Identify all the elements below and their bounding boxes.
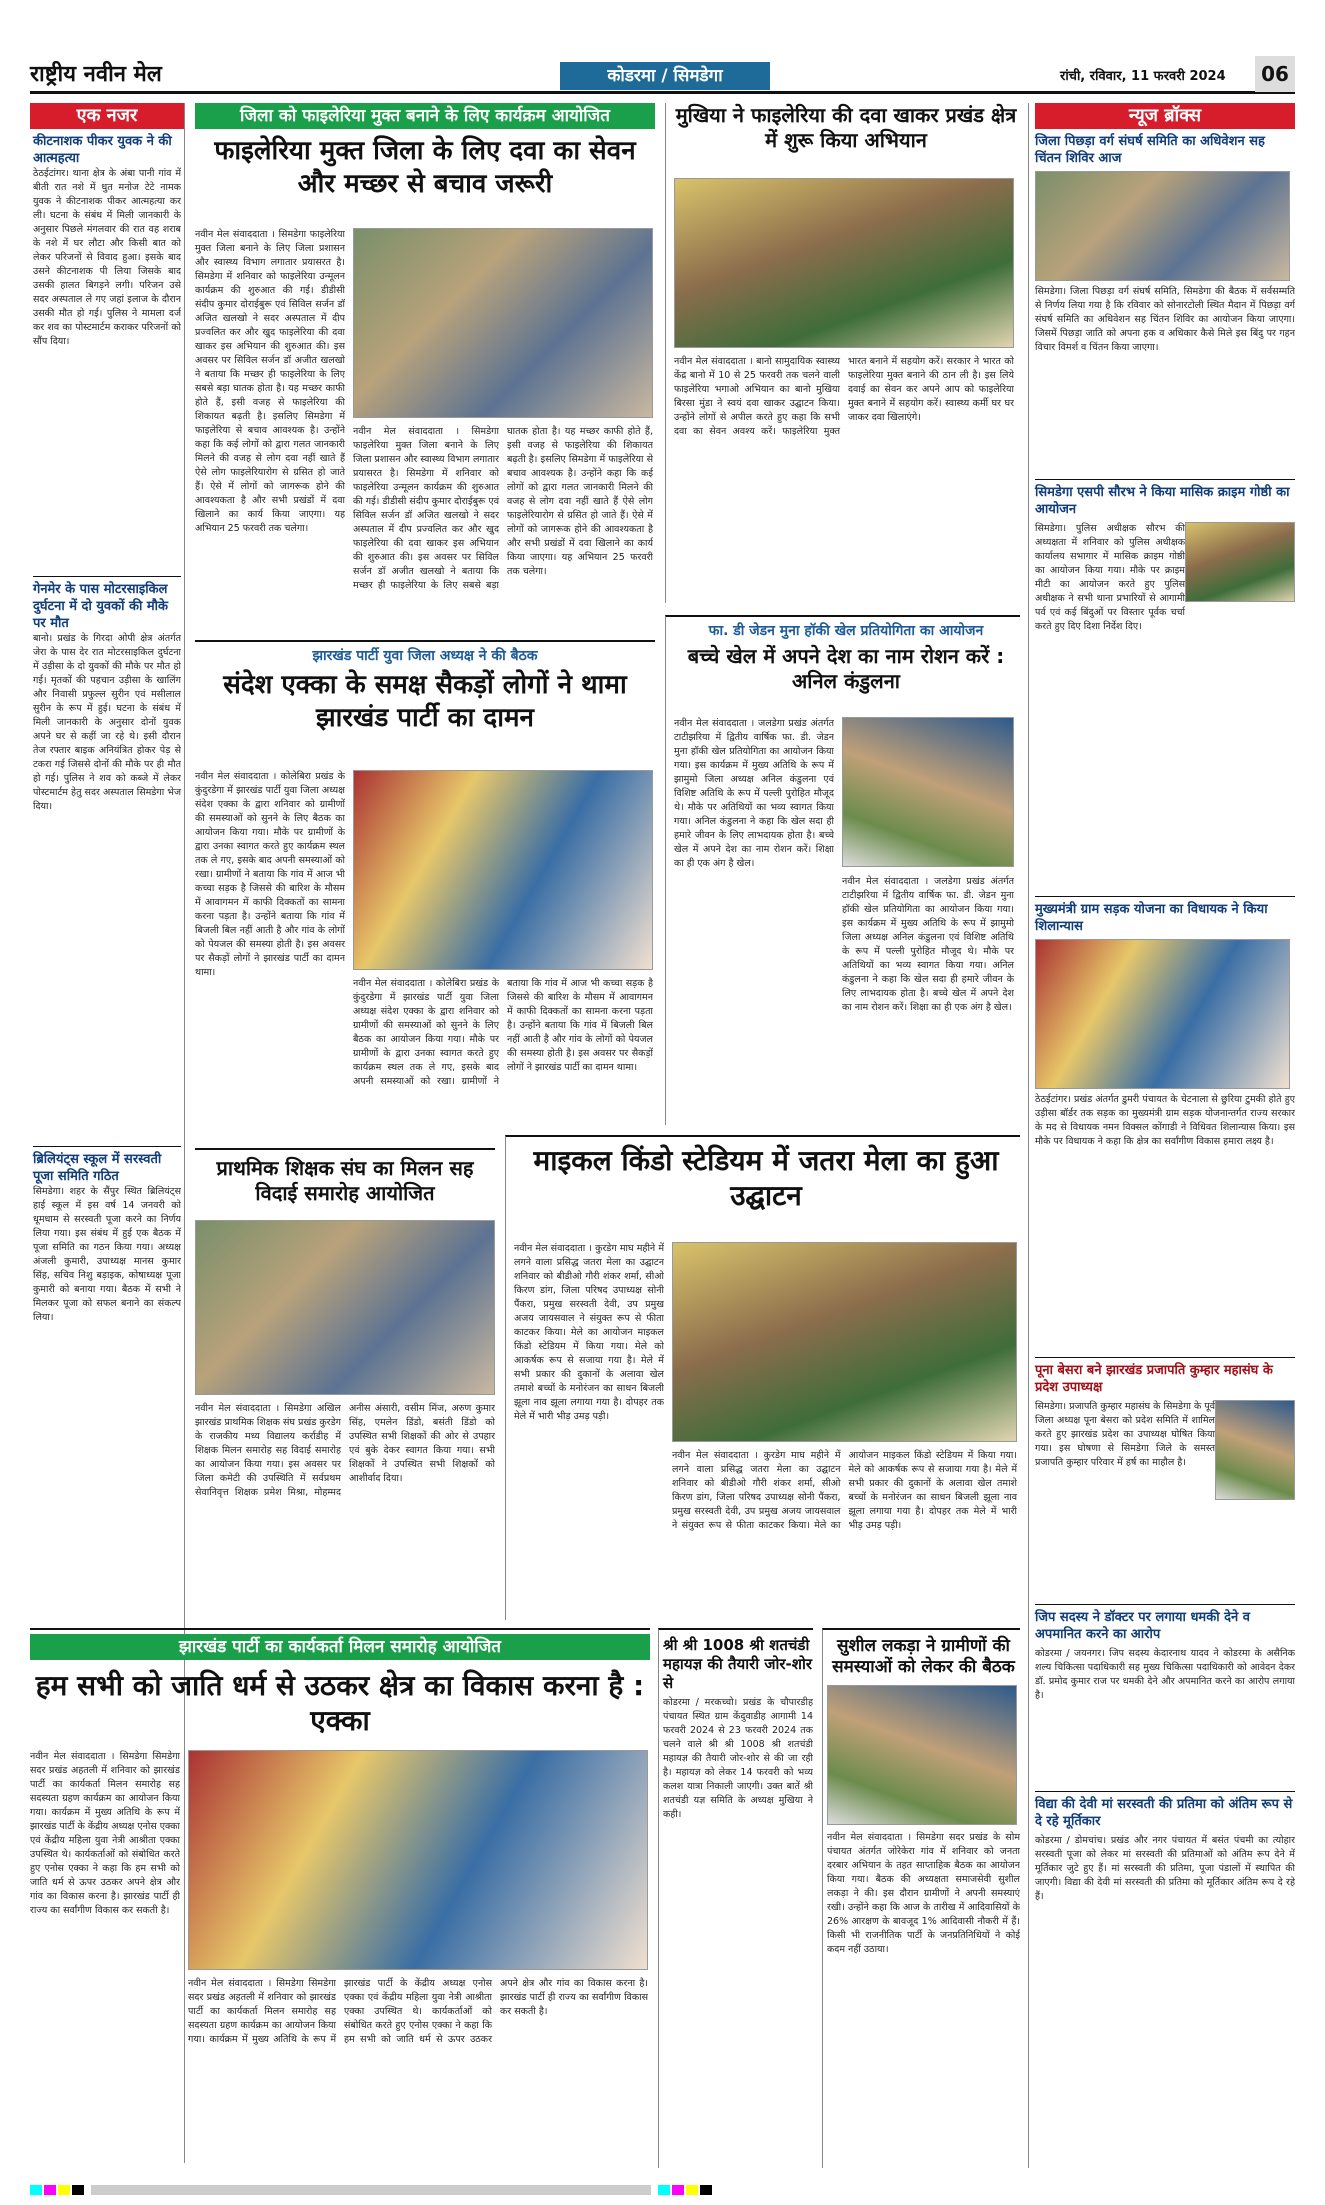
- right-item-body: सिमडेगा। प्रजापति कुम्हार महासंघ के सिमडेगा के पूर्व जिला अध्यक्ष पूना बेसरा को प्रदेश समिति में शामिल करते हुए झारखंड प्रदेश का उपाध्यक्ष घोषित किया गया। इस घोषणा से सिमडेगा जिले के समस्त प्रजापति कुम्हार परिवार में हर्ष का माहौल है।: [1035, 1401, 1215, 1468]
- story-photo: [195, 1220, 495, 1395]
- story-headline: सुशील लकड़ा ने ग्रामीणों की समस्याओं को लेकर की बैठक: [832, 1636, 1015, 1678]
- left-item-head: कीटनाशक पीकर युवक ने की आत्महत्या: [33, 134, 172, 166]
- right-item-head: विद्या की देवी मां सरस्वती की प्रतिमा को अंतिम रूप से दे रहे मूर्तिकार: [1035, 1797, 1293, 1829]
- story-photo: [842, 717, 1014, 867]
- right-item-head: पूना बेसरा बने झारखंड प्रजापति कुम्हार महासंघ के प्रदेश उपाध्यक्ष: [1035, 1363, 1273, 1395]
- story-strip: झारखंड पार्टी का कार्यकर्ता मिलन समारोह आयोजित: [30, 1634, 650, 1660]
- story-filaria-district: [195, 103, 655, 633]
- story-body-cont: नवीन मेल संवाददाता । कुरडेग माघ महीने में लगने वाला प्रसिद्ध जतरा मेला का उद्घाटन शनिवार को बीडीओ गौरी शंकर शर्मा, सीओ किरण डांग, जिला परिषद उपाध्यक्ष सोनी पैंकरा, प्रमुख सरस्वती देवी, उप प्रमुख अजय जायसवाल ने संयुक्त रूप से फीता काटकर किया। मेले का आयोजन माइकल किंडो स्टेडियम में किया गया। मेले को आकर्षक रूप से सजाया गया है। मेले में सभी प्रकार की दुकानों के अलावा खेल तमाशे बच्चों के मनोरंजन का साधन बिजली झूला नाव झूला लगाया गया है। दोपहर तक मेले में भारी भीड़ उमड़ पड़ी।: [672, 1450, 1017, 1531]
- story-photo: [188, 1750, 648, 1970]
- story-kicker: फा. डी जेडन मुना हॉकी खेल प्रतियोगिता का आयोजन: [708, 623, 984, 639]
- right-item-head: सिमडेगा एसपी सौरभ ने किया मासिक क्राइम गोष्ठी का आयोजन: [1035, 485, 1290, 517]
- right-item-photo: [1185, 522, 1295, 602]
- story-mukhiya-filaria: [665, 103, 1020, 603]
- story-headline: माइकल किंडो स्टेडियम में जतरा मेला का हुआ उद्घाटन: [533, 1144, 999, 1212]
- story-teachers-meet: [195, 1148, 495, 1618]
- story-body: कोडरमा / मरकच्चो। प्रखंड के चौपारडीह पंचायत स्थित ग्राम केंदुवाडीह आगामी 14 फरवरी 2024 से 23 फरवरी 2024 तक चलने वाले श्री श्री 1008 श्री शतचंडी महायज्ञ की तैयारी जोर-शोर से की जा रही है। महायज्ञ को लेकर 14 फरवरी को भव्य कलश यात्रा निकाली जाएगी। उक्त बातें श्री शतचंडी यज्ञ समिति के अध्यक्ष मुखिया ने कही।: [663, 1697, 813, 1821]
- right-item-body: कोडरमा / जयनगर। जिप सदस्य केदारनाथ यादव ने कोडरमा के असैनिक शल्य चिकित्सा पदाधिकारी सह मुख्य चिकित्सा पदाधिकारी को आवेदन देकर डॉ. प्रमोद कुमार राज पर धमकी देने और अपमानित करने का आरोप लगाया है।: [1035, 1648, 1295, 1701]
- story-jharkhand-party-join: [195, 640, 655, 1140]
- left-item-head: ब्रिलियंट्स स्कूल में सरस्वती पूजा समिति गठित: [33, 1152, 162, 1184]
- right-item-photo: [1035, 939, 1290, 1089]
- right-item-head: जिप सदस्य ने डॉक्टर पर लगाया धमकी देने व अपमानित करने का आरोप: [1035, 1610, 1250, 1642]
- story-body-cont: नवीन मेल संवाददाता । जलडेगा प्रखंड अंतर्गत टाटीझरिया में द्वितीय वार्षिक फा. डी. जेडन मुना हॉकी खेल प्रतियोगिता का आयोजन किया गया। इस कार्यक्रम में मुख्य अतिथि के रूप में झामुमो जिला अध्यक्ष अनिल कंडुलना एवं विशिष्ट अतिथि के रूप में पल्ली पुरोहित मौजूद थे। मौके पर अतिथियों का भव्य स्वागत किया गया। अनिल कंडुलना ने कहा कि खेल सदा ही हमारे जीवन के लिए लाभदायक होता है। बच्चे खेल में अपने देश का नाम रोशन करें। शिक्षा का ही एक अंग है खेल।: [842, 876, 1014, 1013]
- right-item-head: जिला पिछड़ा वर्ग संघर्ष समिति का अधिवेशन सह चिंतन शिविर आज: [1035, 134, 1265, 166]
- story-yagya: [658, 1628, 813, 2168]
- story-body: नवीन मेल संवाददाता । कोलेबिरा प्रखंड के कुंदुरडेगा में झारखंड पार्टी युवा जिला अध्यक्ष संदेश एक्का के द्वारा शनिवार को ग्रामीणों की समस्याओं को सुनने के लिए बैठक का आयोजन किया गया। मौके पर ग्रामीणों के द्वारा उनका स्वागत करते हुए कार्यक्रम स्थल तक ले गए, इसके बाद अपनी समस्याओं को रखा। ग्रामीणों ने बताया कि गांव में आज भी कच्चा सड़क है जिससे की बारिश के मौसम में आवागमन में काफी दिक्कतों का सामना करना पड़ता है। उन्होंने बताया कि गांव में बिजली बिल नहीं आती है और गांव के लोगों को पेयजल की समस्या होती है। इस अवसर पर सैकड़ों लोगों ने झारखंड पार्टी का दामन थामा।: [195, 771, 345, 978]
- story-body: नवीन मेल संवाददाता । सिमडेगा सिमडेगा सदर प्रखंड अहतली में शनिवार को झारखंड पार्टी का कार्यकर्ता मिलन समारोह सह सदस्यता ग्रहण कार्यक्रम का आयोजन किया गया। कार्यक्रम में मुख्य अतिथि के रूप में झारखंड पार्टी के केंद्रीय अध्यक्ष एनोस एक्का एवं केंद्रीय महिला युवा नेत्री आश्रीता एक्का उपस्थित थे। कार्यकर्ताओं को संबोधित करते हुए एनोस एक्का ने कहा कि हम सभी को जाति धर्म से ऊपर उठकर अपने क्षेत्र और गांव का विकास करना है। झारखंड पार्टी ही राज्य का सर्वांगीण विकास कर सकती है।: [30, 1751, 180, 1916]
- story-jatra-mela: [505, 1135, 1020, 1620]
- right-item-body: सिमडेगा। पुलिस अधीक्षक सौरभ की अध्यक्षता में शनिवार को पुलिस अधीक्षक कार्यालय सभागार में मासिक क्राइम गोष्ठी का आयोजन किया गया। मौके पर क्राइम मीटी का आयोजन करते हुए पुलिस अधीक्षक ने सभी थाना प्रभारियों से आगामी पर्व एवं कई बिंदुओं पर विस्तार पूर्वक चर्चा करते हुए दिए दिशा निर्देश दिए।: [1035, 523, 1185, 632]
- dateline: रांची, रविवार, 11 फरवरी 2024: [1060, 69, 1226, 84]
- story-hockey: [665, 615, 1020, 1125]
- right-item-body: सिमडेगा। जिला पिछड़ा वर्ग संघर्ष समिति, सिमडेगा की बैठक में सर्वसम्मति से निर्णय लिया गया है कि रविवार को सोनारटोली स्थित मैदान में पिछड़ा वर्ग संघर्ष समिति का अधिवेशन सह चिंतन शिविर का आयोजन किया जाएगा। जिसमें पिछड़ा जाति को अपना हक व अधिकार कैसे मिले इस बिंदु पर गहन विचार विमर्श व चिंतन किया जाएगा।: [1035, 286, 1295, 353]
- story-body: नवीन मेल संवाददाता । कुरडेग माघ महीने में लगने वाला प्रसिद्ध जतरा मेला का उद्घाटन शनिवार को बीडीओ गौरी शंकर शर्मा, सीओ किरण डांग, जिला परिषद उपाध्यक्ष सोनी पैंकरा, प्रमुख सरस्वती देवी, उप प्रमुख अजय जायसवाल ने संयुक्त रूप से फीता काटकर किया। मेले का आयोजन माइकल किंडो स्टेडियम में किया गया। मेले को आकर्षक रूप से सजाया गया है। मेले में सभी प्रकार की दुकानों के अलावा खेल तमाशे बच्चों के मनोरंजन का साधन बिजली झूला नाव झूला लगाया गया है। दोपहर तक मेले में भारी भीड़ उमड़ पड़ी।: [514, 1243, 664, 1422]
- story-body: नवीन मेल संवाददाता । सिमडेगा सदर प्रखंड के सोम पंचायत अंतर्गत जोरेकेरा गांव में शनिवार को जनता दरबार अभियान के तहत साप्ताहिक बैठक का आयोजन किया गया। बैठक की अध्यक्षता समाजसेवी सुशील लकड़ा ने की। इस दौरान ग्रामीणों ने अपनी समस्याएं रखी। उन्होंने कहा कि आज के तारीख में आदिवासियों के 26% आरक्षण के बावजूद 1% आदिवासी नौकरी में हैं। किसी भी राजनीतिक पार्टी के जनप्रतिनिधियों ने कोई कदम नहीं उठाया।: [827, 1831, 1020, 1955]
- right-column: [1028, 103, 1295, 2168]
- story-headline: मुखिया ने फाइलेरिया की दवा खाकर प्रखंड क्षेत्र में शुरू किया अभियान: [675, 103, 1017, 152]
- story-body: नवीन मेल संवाददाता । सिमडेगा फाइलेरिया मुक्त जिला बनाने के लिए जिला प्रशासन और स्वास्थ्य विभाग लगातार प्रयासरत है। सिमडेगा में शनिवार को फाइलेरिया उन्मूलन कार्यक्रम की शुरुआत की गई। डीडीसी संदीप कुमार दोराईबुरू एवं सिविल सर्जन डॉ अजित खलखो ने सदर अस्पताल में दीप प्रज्वलित कर और खुद फाइलेरिया की दवा खाकर इस अभियान की शुरुआत की। इस अवसर पर सिविल सर्जन डॉ अजीत खलखो ने बताया कि मच्छर ही फाइलेरिया के लिए सबसे बड़ा घातक होता है। यह मच्छर काफी होते हैं, इसी वजह से फाइलेरिया की शिकायत बढ़ती है। इसलिए सिमडेगा में फाइलेरिया से बचाव आवश्यक है। उन्होंने कहा कि कई लोगों को द्वारा गलत जानकारी मिलने की वजह से लोग दवा नहीं खाते हैं ऐसे लोग फाइलेरियारोग से ग्रसित हो जाते हैं। ऐसे में लोगों को जागरूक होने की आवश्यकता है और सभी प्रखंडों में दवा खिलाने का कार्य किया जाएगा। यह अभियान 25 फरवरी तक चलेगा।: [195, 229, 345, 534]
- story-photo: [672, 1242, 1017, 1442]
- story-headline: हम सभी को जाति धर्म से उठकर क्षेत्र का विकास करना है : एक्का: [35, 1669, 645, 1737]
- story-body: नवीन मेल संवाददाता । जलडेगा प्रखंड अंतर्गत टाटीझरिया में द्वितीय वार्षिक फा. डी. जेडन मुना हॉकी खेल प्रतियोगिता का आयोजन किया गया। इस कार्यक्रम में मुख्य अतिथि के रूप में झामुमो जिला अध्यक्ष अनिल कंडुलना एवं विशिष्ट अतिथि के रूप में पल्ली पुरोहित मौजूद थे। मौके पर अतिथियों का भव्य स्वागत किया गया। अनिल कंडुलना ने कहा कि खेल सदा ही हमारे जीवन के लिए लाभदायक होता है। बच्चे खेल में अपने देश का नाम रोशन करें। शिक्षा का ही एक अंग है खेल।: [674, 718, 834, 869]
- story-headline: प्राथमिक शिक्षक संघ का मिलन सह विदाई समारोह आयोजित: [216, 1156, 474, 1205]
- left-item-body: ठेठईटांगर। थाना क्षेत्र के अंबा पानी गांव में बीती रात नशे में धुत मनोज टेटे नामक युवक ने कीटनाशक पीकर आत्महत्या कर ली। घटना के संबंध में मिली जानकारी के अनुसार पिछले मंगलवार की रात वह शराब के नशे में घर लौटा और किसी बात को लेकर परिजनों से विवाद हुआ। इसके बाद उसने कीटनाशक पी लिया जिसके बाद उसकी हालत बिगड़ने लगी। परिजन उसे सदर अस्पताल ले गए जहां इलाज के दौरान उसकी मौत हो गई। पुलिस ने मामला दर्ज कर शव का पोस्टमार्टम कराकर परिजनों को सौंप दिया।: [33, 168, 181, 347]
- story-body-cont: नवीन मेल संवाददाता । सिमडेगा सिमडेगा सदर प्रखंड अहतली में शनिवार को झारखंड पार्टी का कार्यकर्ता मिलन समारोह सह सदस्यता ग्रहण कार्यक्रम का आयोजन किया गया। कार्यक्रम में मुख्य अतिथि के रूप में झारखंड पार्टी के केंद्रीय अध्यक्ष एनोस एक्का एवं केंद्रीय महिला युवा नेत्री आश्रीता एक्का उपस्थित थे। कार्यकर्ताओं को संबोधित करते हुए एनोस एक्का ने कहा कि हम सभी को जाति धर्म से ऊपर उठकर अपने क्षेत्र और गांव का विकास करना है। झारखंड पार्टी ही राज्य का सर्वांगीण विकास कर सकती है।: [188, 1978, 648, 2045]
- left-item-body: बानो। प्रखंड के गिरदा ओपी क्षेत्र अंतर्गत जेरा के पास देर रात मोटरसाइकिल दुर्घटना में उड़ीसा के दो युवकों की मौके पर मौत हो गई। मृतकों की पहचान उड़ीसा के खालिंग और निवासी प्रफुल्ल सुरीन एवं मसीलाल सुरीन के रूप में हुई। घटना के संबंध में मिली जानकारी के अनुसार दोनों युवक अपने घर से कहीं जा रहे थे। इसी दौरान तेज रफ्तार बाइक अनियंत्रित होकर पेड़ से टकरा गई जिससे दोनों की मौके पर ही मौत हो गई। पुलिस ने शव को कब्जे में लेकर पोस्टमार्टम हेतु सदर अस्पताल सिमडेगा भेज दिया।: [33, 633, 181, 812]
- left-item-head: गेनमेर के पास मोटरसाइकिल दुर्घटना में दो युवकों की मौके पर मौत: [33, 582, 168, 631]
- story-headline: संदेश एक्का के समक्ष सैकड़ों लोगों ने थामा झारखंड पार्टी का दामन: [223, 670, 627, 733]
- masthead: [30, 56, 1295, 94]
- story-photo: [353, 228, 653, 418]
- left-item-body: सिमडेगा। शहर के सैंपुर स्थित ब्रिलियंट्स हाई स्कूल में इस वर्ष 14 जनवरी को धूमधाम से सरस्वती पूजा करने का निर्णय लिया गया। इस संबंध में हुई एक बैठक में पूजा समिति का गठन किया गया। अध्यक्ष अंजली कुमारी, उपाध्यक्ष मानस कुमार सिंह, सचिव निशु बड़ाइक, कोषाध्यक्ष पूजा कुमारी को बनाया गया। बैठक में सभी ने मिलकर पूजा को सफल बनाने का संकल्प लिया।: [33, 1186, 181, 1323]
- story-body-cont: नवीन मेल संवाददाता । कोलेबिरा प्रखंड के कुंदुरडेगा में झारखंड पार्टी युवा जिला अध्यक्ष संदेश एक्का के द्वारा शनिवार को ग्रामीणों की समस्याओं को सुनने के लिए बैठक का आयोजन किया गया। मौके पर ग्रामीणों के द्वारा उनका स्वागत करते हुए कार्यक्रम स्थल तक ले गए, इसके बाद अपनी समस्याओं को रखा। ग्रामीणों ने बताया कि गांव में आज भी कच्चा सड़क है जिससे की बारिश के मौसम में आवागमन में काफी दिक्कतों का सामना करना पड़ता है। उन्होंने बताया कि गांव में बिजली बिल नहीं आती है और गांव के लोगों को पेयजल की समस्या होती है। इस अवसर पर सैकड़ों लोगों ने झारखंड पार्टी का दामन थामा।: [353, 978, 653, 1087]
- right-item-photo: [1035, 171, 1290, 281]
- left-column-header: एक नजर: [30, 103, 184, 129]
- story-party-workers: [30, 1628, 650, 2168]
- right-item-photo: [1215, 1400, 1295, 1500]
- story-sushil-lakra: [822, 1628, 1020, 2168]
- story-headline: फाइलेरिया मुक्त जिला के लिए दवा का सेवन और मच्छर से बचाव जरूरी: [214, 136, 636, 199]
- right-item-head: मुख्यमंत्री ग्राम सड़क योजना का विधायक ने किया शिलान्यास: [1035, 902, 1268, 934]
- story-strip: जिला को फाइलेरिया मुक्त बनाने के लिए कार्यक्रम आयोजित: [195, 103, 655, 129]
- story-photo: [353, 770, 653, 970]
- story-headline: बच्चे खेल में अपने देश का नाम रोशन करें : अनिल कंडुलना: [687, 644, 1005, 693]
- story-body: नवीन मेल संवाददाता । सिमडेगा अखिल झारखंड प्राथमिक शिक्षक संघ प्रखंड कुरडेग के राजकीय मध्य विद्यालय कर्राडीह में शिक्षक मिलन समारोह सह विदाई समारोह का आयोजन किया गया। इस अवसर पर जिला कमेटी की उपस्थिति में सर्वप्रथम सेवानिवृत्त शिक्षक प्रमेश मिश्रा, मोहम्मद अनीस अंसारी, वसीम मिंज, अरुण कुमार सिंह, एमलेन डिंडो, बसंती डिंडो को उपस्थित सभी शिक्षकों की ओर से उपहार एवं बुके देकर स्वागत किया गया। सभी शिक्षकों ने उपस्थित सभी शिक्षकों को आशीर्वाद दिया।: [195, 1403, 495, 1498]
- newspaper-title: राष्ट्रीय नवीन मेल: [30, 62, 162, 87]
- right-item-body: ठेठईटांगर। प्रखंड अंतर्गत डुमरी पंचायत के चेटनाला से छुरिया टुमकी होते हुए उड़ीसा बॉर्डर तक सड़क का मुख्यमंत्री ग्राम सड़क योजनान्तर्गत राज्य सरकार के मद से विधायक नमन विक्सल कोंगाडी ने विधिवत शिलान्यास किया। इस मौके पर विधायक ने कहा कि क्षेत्र का सर्वांगीण विकास हमारा लक्ष्य है।: [1035, 1094, 1295, 1147]
- section-label: कोडरमा / सिमडेगा: [560, 62, 770, 90]
- story-kicker: झारखंड पार्टी युवा जिला अध्यक्ष ने की बैठक: [312, 648, 538, 664]
- right-column-header: न्यूज ब्रॉक्स: [1035, 103, 1295, 129]
- right-item-body: कोडरमा / डोमचांच। प्रखंड और नगर पंचायत में बसंत पंचमी का त्योहार सरस्वती पूजा को लेकर मां सरस्वती की प्रतिमाओं को अंतिम रूप देने में मूर्तिकार जुटे हुए हैं। मां सरस्वती की प्रतिमा, पूजा पंडालों में स्थापित की जाएगी। विद्या की देवी मां सरस्वती की प्रतिमा को मूर्तिकार अंतिम रूप दे रहे हैं।: [1035, 1835, 1295, 1902]
- page-number: 06: [1255, 56, 1295, 92]
- story-headline: श्री श्री 1008 श्री शतचंडी महायज्ञ की तैयारी जोर-शोर से: [663, 1636, 812, 1692]
- story-body-cont: नवीन मेल संवाददाता । सिमडेगा फाइलेरिया मुक्त जिला बनाने के लिए जिला प्रशासन और स्वास्थ्य विभाग लगातार प्रयासरत है। सिमडेगा में शनिवार को फाइलेरिया उन्मूलन कार्यक्रम की शुरुआत की गई। डीडीसी संदीप कुमार दोराईबुरू एवं सिविल सर्जन डॉ अजित खलखो ने सदर अस्पताल में दीप प्रज्वलित कर और खुद फाइलेरिया की दवा खाकर इस अभियान की शुरुआत की। इस अवसर पर सिविल सर्जन डॉ अजीत खलखो ने बताया कि मच्छर ही फाइलेरिया के लिए सबसे बड़ा घातक होता है। यह मच्छर काफी होते हैं, इसी वजह से फाइलेरिया की शिकायत बढ़ती है। इसलिए सिमडेगा में फाइलेरिया से बचाव आवश्यक है। उन्होंने कहा कि कई लोगों को द्वारा गलत जानकारी मिलने की वजह से लोग दवा नहीं खाते हैं ऐसे लोग फाइलेरियारोग से ग्रसित हो जाते हैं। ऐसे में लोगों को जागरूक होने की आवश्यकता है और सभी प्रखंडों में दवा खिलाने का कार्य किया जाएगा। यह अभियान 25 फरवरी तक चलेगा।: [353, 426, 653, 591]
- print-color-bar: [30, 2180, 1295, 2190]
- story-body: नवीन मेल संवाददाता । बानो सामुदायिक स्वास्थ्य केंद्र बानो में 10 से 25 फरवरी तक चलने वाली फाइलेरिया भगाओ अभियान का बानो मुखिया बिरसा मुंडा ने स्वयं दवा खाकर उद्घाटन किया। उन्होंने लोगों से अपील करते हुए कहा कि सभी दवा का सेवन अवश्य करें। फाइलेरिया मुक्त भारत बनाने में सहयोग करें। सरकार ने भारत को फाइलेरिया मुक्त बनाने की ठान ली है। इस लिये दवाई का सेवन कर अपने आप को फाइलेरिया मुक्त बनाने में सहयोग करें। स्वास्थ्य कर्मी घर घर जाकर दवा खिलाएंगे।: [674, 356, 1014, 437]
- story-photo: [674, 178, 1014, 348]
- story-photo: [827, 1685, 1017, 1825]
